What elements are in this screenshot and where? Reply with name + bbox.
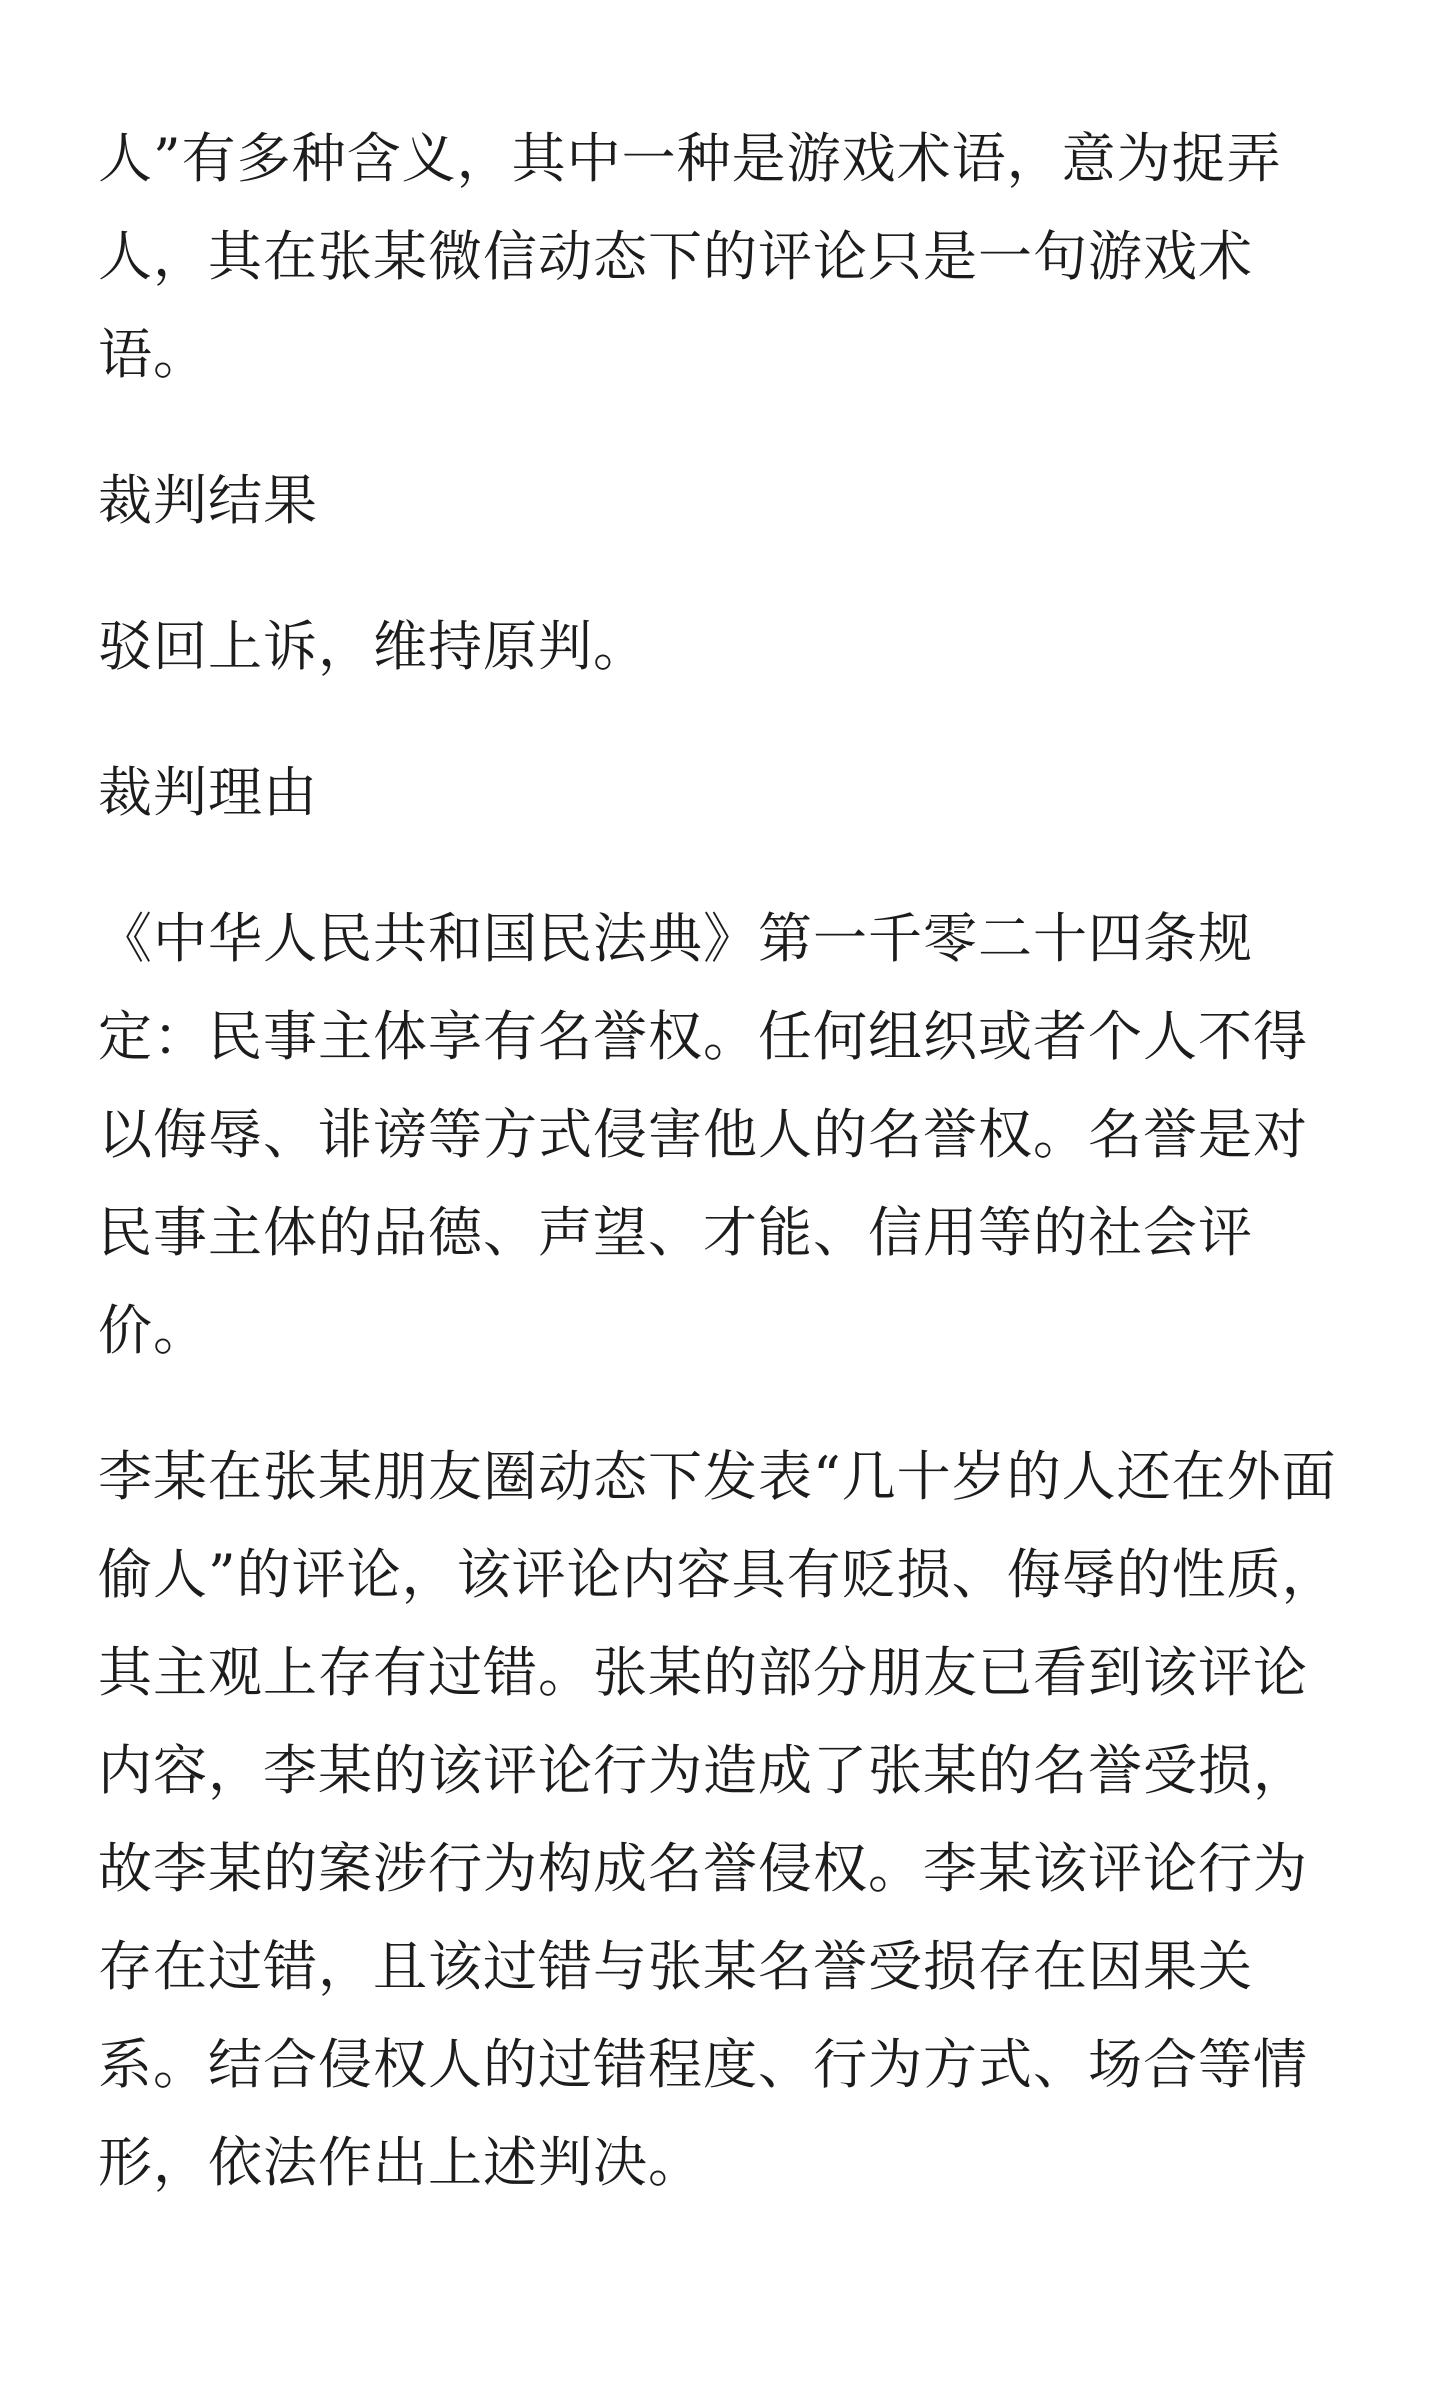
heading-judgment-reason: 裁判理由 — [98, 761, 318, 824]
paragraph-judgment-result: 驳回上诉，维持原判。 — [98, 615, 648, 678]
article-body — [98, 110, 1342, 2260]
paragraph-case-analysis: 李某在张某朋友圈动态下发表“几十岁的人还在外面偷人”的评论，该评论内容具有贬损、侮辱的性质，其主观上存有过错。张某的部分朋友已看到该评论内容，李某的该评论行为造成了张某的名誉受损，故李某的案涉行为构成名誉侵权。李某该评论行为存在过错，且该过错与张某名誉受损存在因果关系。结合侵权人的过错程度、行为方式、场合等情形，依法作出上述判决。 — [98, 1445, 1337, 2194]
heading-judgment-result: 裁判结果 — [98, 469, 318, 532]
paragraph-civil-code-article: 《中华人民共和国民法典》第一千零二十四条规定：民事主体享有名誉权。任何组织或者个人不得以侮辱、诽谤等方式侵害他人的名誉权。名誉是对民事主体的品德、声望、才能、信用等的社会评价。 — [98, 907, 1308, 1362]
paragraph-argument-continuation: 人”有多种含义，其中一种是游戏术语，意为捉弄人，其在张某微信动态下的评论只是一句游戏术语。 — [98, 127, 1282, 386]
